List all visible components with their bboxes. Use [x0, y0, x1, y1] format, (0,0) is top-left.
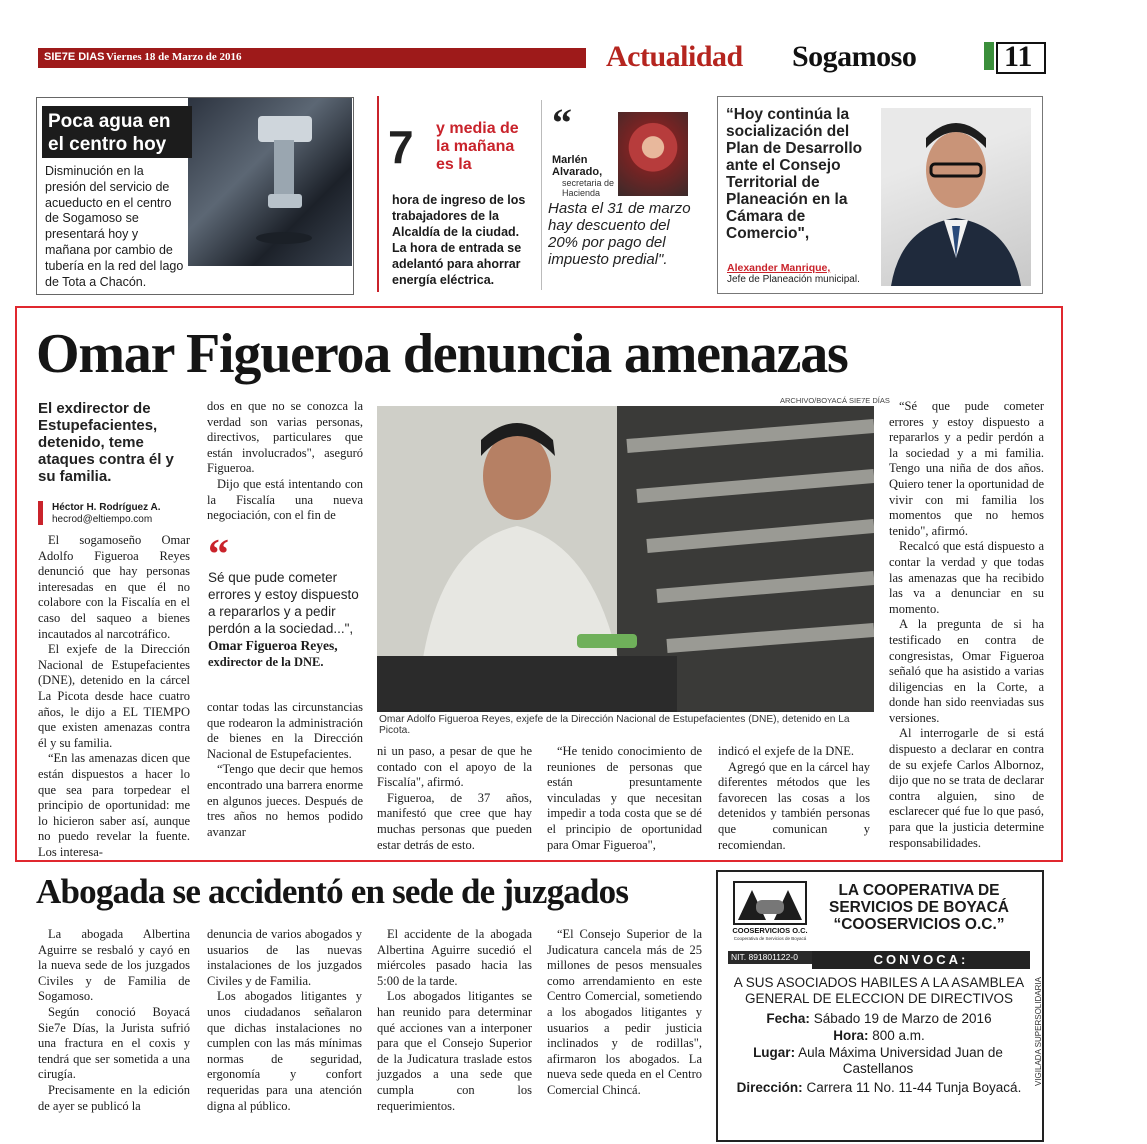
manrique-name: Alexander Manrique,: [727, 262, 831, 274]
brief-plan-quote: “Hoy continúa la socialización del Plan de Desarrollo ante el Consejo Territorial de Planeación en la Cámara de Comercio",: [726, 106, 863, 242]
pullquote-text: Sé que pude cometer errores y estoy dispuesto a repararlos y a pedir perdón a la sociedad...",: [208, 570, 359, 636]
ad-line-1: A SUS ASOCIADOS HABILES A LA ASAMBLEA GENERAL DE ELECCION DE DIRECTIVOS: [733, 975, 1025, 1006]
main-col-2-bottom: [207, 700, 363, 840]
paragraph: El exjefe de la Dirección Nacional de Estupefacientes (DNE), detenido en la cárcel La Picota desde hace cuatro años, le dijo a EL TIEMPO que existen amenazas contra él y su familia.: [38, 642, 190, 750]
paragraph: contar todas las circunstancias que rodearon la administración de bienes en la Dirección Nacional de Estupefacientes.: [207, 700, 363, 761]
pullquote-name: Omar Figueroa Reyes,: [208, 638, 338, 653]
main-headline: Omar Figueroa denuncia amenazas: [36, 323, 848, 385]
paragraph: ni un paso, a pesar de que he contado con el apoyo de la Fiscalía", afirmó.: [377, 744, 532, 790]
ad-fecha: [720, 1011, 1038, 1027]
paragraph: Según conoció Boyacá Sie7e Días, la Jurista sufrió una fractura en el coxis y tendrá que ser sometida a una cirugía.: [38, 1004, 190, 1082]
paragraph: “En las amenazas dicen que están dispuestos a hacer lo que sea para torpedear el principio de oportunidad: me lo hicieron saber así, aunque no puedo revelar la fuente. Los interesa-: [38, 751, 190, 859]
second-col-4: [547, 927, 702, 1099]
paragraph: Precisamente en la edición de ayer se publicó la: [38, 1082, 190, 1113]
photo-caption: Omar Adolfo Figueroa Reyes, exjefe de la Dirección Nacional de Estupefacientes (DNE), detenido en La Picota.: [379, 714, 850, 736]
page-number: 11: [1004, 40, 1033, 73]
marlen-photo: [618, 112, 688, 196]
second-headline: Abogada se accidentó en sede de juzgados: [36, 872, 629, 911]
paragraph: El sogamoseño Omar Adolfo Figueroa Reyes denunció que hay personas interesadas en que él no colabore con la Fiscalía en el caso del saqueo a bienes incautados al narcotráfico.: [38, 533, 190, 641]
byline-email: hecrod@eltiempo.com: [52, 514, 153, 525]
second-col-3: [377, 927, 532, 1114]
faucet-photo: [188, 98, 352, 266]
paragraph: El accidente de la abogada Albertina Aguirre sucedió el miércoles pasado hacia las 5:00 de la tarde.: [377, 927, 532, 988]
page-marker: [984, 42, 994, 70]
second-col-1: [38, 927, 190, 1114]
ad-title: LA COOPERATIVA DE SERVICIOS DE BOYACÁ “COOSERVICIOS O.C.”: [828, 882, 1010, 933]
paragraph: La abogada Albertina Aguirre se resbaló y cayó en la nueva sede de los juzgados Civiles y de Familia de Sogamoso.: [38, 927, 190, 1004]
pullquote-role: exdirector de la DNE.: [208, 655, 324, 669]
paragraph: denuncia de varios abogados y usuarios de las nuevas instalaciones de los juzgados Civiles y de Familia.: [207, 927, 362, 988]
main-col-2-top: [207, 399, 363, 524]
main-col-5: [718, 744, 870, 853]
ad-supervision-note: VIGILADA SUPERSOLIDARIA: [1034, 977, 1043, 1086]
byline-marker: [38, 501, 43, 525]
paragraph: A la pregunta de si ha testificado en contra de congresistas, Omar Figueroa señaló que ha asistido a varias diligencias en la Corte, a donde han sido reenviadas sus versiones.: [889, 617, 1044, 725]
brief-hour-text: hora de ingreso de los trabajadores de la Alcaldía de la ciudad. La hora de entrada se adelantó para ahorrar energía eléctrica.: [392, 193, 526, 287]
byline-author: Héctor H. Rodríguez A.: [52, 502, 161, 513]
photo-credit: ARCHIVO/BOYACÁ SIE7E DÍAS: [780, 396, 890, 405]
brief-water-title: Poca agua en el centro hoy: [42, 106, 192, 158]
figueroa-photo: [377, 406, 874, 712]
main-col-4: [547, 744, 702, 853]
faucet-icon: [188, 98, 352, 266]
ad-hora-label: Hora:: [833, 1028, 869, 1043]
handshake-logo-icon: [730, 878, 810, 942]
ad-lugar-value: Aula Máxima Universidad Juan de Castellanos: [798, 1045, 1003, 1076]
paragraph: Los abogados litigantes y unos ciudadanos señalaron que dichas instalaciones no cumplen con las más mínimas normas de seguridad, ergonomía y confort requeridas para una atención digna al público.: [207, 989, 362, 1113]
brief-divider-thin: [541, 100, 542, 290]
ad-lugar-label: Lugar:: [753, 1045, 796, 1060]
paragraph: “He tenido conocimiento de reuniones de personas que están presuntamente vinculadas y que necesitan impedir a toda costa que se dé el principio de oportunidad para Omar Figueroa",: [547, 744, 702, 852]
pullquote-mark-icon: “: [208, 532, 229, 578]
section-title: Actualidad: [606, 40, 743, 73]
ad-nit: NIT. 891801122-0: [728, 951, 812, 964]
section-city: Sogamoso: [792, 40, 917, 73]
logo-sub: Cooperativa de Servicios de Boyacá: [733, 936, 807, 941]
manrique-photo: [881, 108, 1031, 286]
paragraph: Agregó que en la cárcel hay diferentes métodos que les favorecen las cosas a los detenidos y también personas que comunican y recomiendan.: [718, 759, 870, 852]
ad-dir-value: Carrera 11 No. 11-44 Tunja Boyacá.: [806, 1080, 1022, 1095]
brief-divider: [377, 96, 379, 292]
paragraph: Al interrogarle de si está dispuesto a declarar en contra de su exjefe Carlos Albornoz, dijo que no se trata de declarar contra alguien, sino de esclarecer qué fue lo que pasó, para que la justicia determine responsabilidades.: [889, 726, 1044, 850]
paragraph: “Tengo que decir que hemos encontrado una barrera enorme en algunos jueces. Después de tres años no hemos podido avanzar: [207, 762, 363, 839]
brief-hour-number: 7: [388, 121, 414, 173]
paragraph: Los abogados litigantes se han reunido para determinar qué acciones van a interponer para que el Consejo Superior de la Judicatura traslade estos juzgados a una sede que cumpla con los requerimientos.: [377, 989, 532, 1113]
main-col-1: [38, 533, 190, 860]
brief-water-text: Disminución en la presión del servicio de acueducto en el centro de Sogamoso se presentará hoy y mañana por cambio de tubería en la red del lago de Tota a Chacón.: [45, 164, 184, 289]
marlen-name: Marlén Alvarado,: [552, 154, 603, 178]
paragraph: Recalcó que está dispuesto a contar la verdad y que todas las amenazas que ha recibido las va a denunciar en su momento.: [889, 539, 1044, 616]
header-date: Viernes 18 de Marzo de 2016: [106, 51, 242, 63]
header-bar: [38, 48, 586, 68]
second-col-2: [207, 927, 362, 1114]
main-deck: El exdirector de Estupefacientes, detenido, teme ataques contra él y su familia.: [38, 400, 174, 485]
brief-hour-headline: y media de la mañana es la: [436, 120, 519, 173]
ad-call: CONVOCA:: [812, 951, 1030, 969]
paragraph: dos en que no se conozca la verdad son varias personas, directivos, particulares que están involucrados", aseguró Figueroa.: [207, 399, 363, 476]
ad-lugar: [744, 1045, 1012, 1077]
marlen-quote: Hasta el 31 de marzo hay descuento del 20% por pago del impuesto predial".: [548, 200, 691, 268]
main-col-6: [889, 399, 1044, 851]
paragraph: “Sé que pude cometer errores y estoy dispuesto a repararlos y a pedir perdón a la sociedad y a mi familia. Tengo una niña de dos años. Quiero tener la oportunidad de vivir con mi familia los momentos que no hemos tenido", afirmó.: [889, 399, 1044, 538]
ad-hora: [720, 1028, 1038, 1044]
header-brand: SIE7E DIAS: [44, 51, 105, 63]
cooservicios-logo: [730, 878, 810, 942]
ad-fecha-label: Fecha:: [766, 1011, 810, 1026]
paragraph: Figueroa, de 37 años, manifestó que cree que hay muchas personas que pueden estar detrás de esto.: [377, 790, 532, 852]
ad-dir-label: Dirección:: [736, 1080, 803, 1095]
logo-name: COOSERVICIOS O.C.: [732, 926, 808, 935]
ad-direccion: [724, 1080, 1034, 1096]
ad-fecha-value: Sábado 19 de Marzo de 2016: [813, 1011, 992, 1026]
quote-mark-icon: “: [552, 100, 572, 145]
person-icon: [881, 108, 1031, 286]
paragraph: Dijo que está intentando con la Fiscalía una nueva negociación, con el fin de: [207, 476, 363, 523]
ad-hora-value: 800 a.m.: [872, 1028, 925, 1043]
photo-illustration: [377, 406, 874, 712]
marlen-role: secretaria de Hacienda: [562, 178, 615, 198]
main-col-3: [377, 744, 532, 853]
manrique-role: Jefe de Planeación municipal.: [727, 274, 860, 285]
paragraph: “El Consejo Superior de la Judicatura cancela más de 25 millones de pesos mensuales como arrendamiento en este Centro Comercial, sometiendo a los abogados litigantes y usuarios a pedir justicia inclinados y de rodillas", afirmaron los abogados. La nueva sede queda en el Centro Comercial Chincá.: [547, 927, 702, 1097]
paragraph: indicó el exjefe de la DNE.: [718, 744, 855, 758]
